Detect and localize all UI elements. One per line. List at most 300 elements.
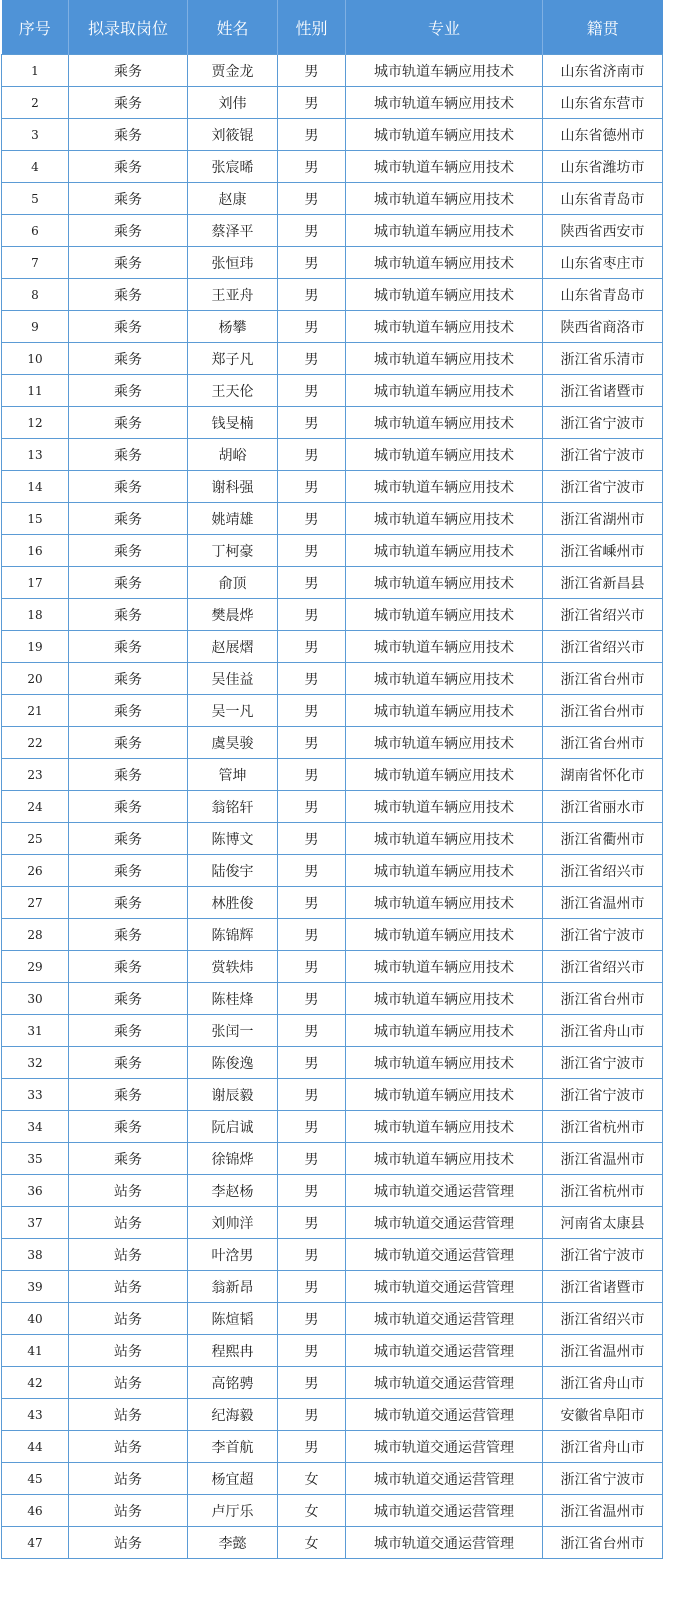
cell-gender: 男 xyxy=(278,439,346,471)
table-row xyxy=(2,759,663,791)
cell-name: 吴佳益 xyxy=(188,663,278,695)
cell-hometown: 浙江省绍兴市 xyxy=(543,599,663,631)
cell-position: 站务 xyxy=(69,1335,188,1367)
table-row xyxy=(2,1239,663,1271)
cell-hometown: 浙江省台州市 xyxy=(543,663,663,695)
cell-hometown: 浙江省绍兴市 xyxy=(543,855,663,887)
cell-serial: 12 xyxy=(2,407,69,439)
cell-position: 站务 xyxy=(69,1367,188,1399)
cell-hometown: 山东省枣庄市 xyxy=(543,247,663,279)
cell-serial: 47 xyxy=(2,1527,69,1559)
table-row xyxy=(2,1399,663,1431)
table-row xyxy=(2,311,663,343)
cell-serial: 33 xyxy=(2,1079,69,1111)
cell-position: 乘务 xyxy=(69,215,188,247)
cell-position: 乘务 xyxy=(69,983,188,1015)
cell-major: 城市轨道车辆应用技术 xyxy=(346,439,543,471)
cell-major: 城市轨道车辆应用技术 xyxy=(346,887,543,919)
cell-major: 城市轨道交通运营管理 xyxy=(346,1335,543,1367)
header-position: 拟录取岗位 xyxy=(69,0,188,55)
cell-position: 站务 xyxy=(69,1303,188,1335)
cell-gender: 男 xyxy=(278,151,346,183)
table-header xyxy=(2,0,663,55)
cell-gender: 男 xyxy=(278,1175,346,1207)
cell-serial: 38 xyxy=(2,1239,69,1271)
cell-name: 钱旻楠 xyxy=(188,407,278,439)
cell-hometown: 浙江省舟山市 xyxy=(543,1015,663,1047)
cell-name: 阮启诚 xyxy=(188,1111,278,1143)
header-row xyxy=(2,0,663,55)
cell-position: 乘务 xyxy=(69,759,188,791)
cell-name: 俞顶 xyxy=(188,567,278,599)
cell-serial: 3 xyxy=(2,119,69,151)
cell-gender: 男 xyxy=(278,727,346,759)
cell-position: 乘务 xyxy=(69,119,188,151)
cell-serial: 14 xyxy=(2,471,69,503)
cell-position: 站务 xyxy=(69,1399,188,1431)
cell-name: 徐锦烨 xyxy=(188,1143,278,1175)
cell-serial: 19 xyxy=(2,631,69,663)
table-row xyxy=(2,983,663,1015)
cell-hometown: 山东省青岛市 xyxy=(543,183,663,215)
cell-major: 城市轨道交通运营管理 xyxy=(346,1399,543,1431)
cell-gender: 男 xyxy=(278,503,346,535)
cell-major: 城市轨道车辆应用技术 xyxy=(346,695,543,727)
cell-serial: 16 xyxy=(2,535,69,567)
cell-serial: 31 xyxy=(2,1015,69,1047)
table-row xyxy=(2,855,663,887)
header-name: 姓名 xyxy=(188,0,278,55)
table-row xyxy=(2,791,663,823)
cell-position: 乘务 xyxy=(69,663,188,695)
cell-position: 站务 xyxy=(69,1495,188,1527)
cell-position: 站务 xyxy=(69,1175,188,1207)
cell-hometown: 浙江省宁波市 xyxy=(543,439,663,471)
cell-position: 乘务 xyxy=(69,855,188,887)
cell-hometown: 浙江省杭州市 xyxy=(543,1111,663,1143)
cell-serial: 15 xyxy=(2,503,69,535)
table-row xyxy=(2,1143,663,1175)
cell-position: 乘务 xyxy=(69,279,188,311)
cell-name: 陈煊韬 xyxy=(188,1303,278,1335)
cell-gender: 男 xyxy=(278,631,346,663)
cell-name: 虞昊骏 xyxy=(188,727,278,759)
cell-major: 城市轨道车辆应用技术 xyxy=(346,631,543,663)
cell-major: 城市轨道车辆应用技术 xyxy=(346,471,543,503)
cell-hometown: 浙江省台州市 xyxy=(543,727,663,759)
cell-gender: 男 xyxy=(278,1143,346,1175)
cell-hometown: 湖南省怀化市 xyxy=(543,759,663,791)
cell-gender: 男 xyxy=(278,1431,346,1463)
cell-name: 丁柯豪 xyxy=(188,535,278,567)
cell-serial: 8 xyxy=(2,279,69,311)
cell-hometown: 浙江省宁波市 xyxy=(543,1463,663,1495)
cell-gender: 男 xyxy=(278,1015,346,1047)
table-row xyxy=(2,407,663,439)
cell-name: 吴一凡 xyxy=(188,695,278,727)
cell-gender: 男 xyxy=(278,1399,346,1431)
cell-name: 卢厅乐 xyxy=(188,1495,278,1527)
cell-position: 乘务 xyxy=(69,695,188,727)
table-row xyxy=(2,727,663,759)
cell-gender: 男 xyxy=(278,599,346,631)
cell-serial: 39 xyxy=(2,1271,69,1303)
cell-gender: 男 xyxy=(278,343,346,375)
cell-serial: 23 xyxy=(2,759,69,791)
cell-gender: 男 xyxy=(278,535,346,567)
cell-hometown: 浙江省温州市 xyxy=(543,1143,663,1175)
cell-hometown: 浙江省杭州市 xyxy=(543,1175,663,1207)
cell-major: 城市轨道交通运营管理 xyxy=(346,1239,543,1271)
cell-major: 城市轨道车辆应用技术 xyxy=(346,375,543,407)
cell-hometown: 浙江省绍兴市 xyxy=(543,951,663,983)
cell-name: 李首航 xyxy=(188,1431,278,1463)
cell-hometown: 山东省德州市 xyxy=(543,119,663,151)
cell-major: 城市轨道车辆应用技术 xyxy=(346,279,543,311)
cell-name: 林胜俊 xyxy=(188,887,278,919)
cell-gender: 男 xyxy=(278,119,346,151)
cell-gender: 男 xyxy=(278,791,346,823)
cell-major: 城市轨道车辆应用技术 xyxy=(346,1111,543,1143)
cell-position: 乘务 xyxy=(69,535,188,567)
cell-gender: 男 xyxy=(278,55,346,87)
cell-name: 管坤 xyxy=(188,759,278,791)
cell-position: 站务 xyxy=(69,1463,188,1495)
cell-name: 张闰一 xyxy=(188,1015,278,1047)
cell-hometown: 山东省青岛市 xyxy=(543,279,663,311)
cell-name: 翁新昂 xyxy=(188,1271,278,1303)
cell-hometown: 浙江省绍兴市 xyxy=(543,631,663,663)
cell-hometown: 浙江省宁波市 xyxy=(543,407,663,439)
cell-serial: 28 xyxy=(2,919,69,951)
cell-hometown: 浙江省宁波市 xyxy=(543,471,663,503)
cell-name: 李赵杨 xyxy=(188,1175,278,1207)
cell-name: 杨攀 xyxy=(188,311,278,343)
cell-serial: 37 xyxy=(2,1207,69,1239)
cell-gender: 男 xyxy=(278,311,346,343)
cell-name: 陆俊宇 xyxy=(188,855,278,887)
cell-hometown: 陕西省商洛市 xyxy=(543,311,663,343)
cell-hometown: 浙江省乐清市 xyxy=(543,343,663,375)
cell-serial: 13 xyxy=(2,439,69,471)
table-row xyxy=(2,151,663,183)
table-row xyxy=(2,951,663,983)
cell-position: 乘务 xyxy=(69,951,188,983)
cell-serial: 6 xyxy=(2,215,69,247)
cell-major: 城市轨道交通运营管理 xyxy=(346,1431,543,1463)
cell-major: 城市轨道车辆应用技术 xyxy=(346,983,543,1015)
cell-position: 乘务 xyxy=(69,631,188,663)
cell-gender: 女 xyxy=(278,1463,346,1495)
cell-gender: 男 xyxy=(278,471,346,503)
table-row xyxy=(2,1175,663,1207)
cell-hometown: 陕西省西安市 xyxy=(543,215,663,247)
cell-major: 城市轨道车辆应用技术 xyxy=(346,215,543,247)
cell-position: 乘务 xyxy=(69,1015,188,1047)
cell-major: 城市轨道车辆应用技术 xyxy=(346,567,543,599)
cell-major: 城市轨道车辆应用技术 xyxy=(346,1047,543,1079)
cell-serial: 35 xyxy=(2,1143,69,1175)
header-major: 专业 xyxy=(346,0,543,55)
cell-gender: 女 xyxy=(278,1527,346,1559)
table-row xyxy=(2,343,663,375)
cell-position: 乘务 xyxy=(69,727,188,759)
cell-serial: 45 xyxy=(2,1463,69,1495)
cell-major: 城市轨道车辆应用技术 xyxy=(346,727,543,759)
cell-hometown: 浙江省舟山市 xyxy=(543,1367,663,1399)
table-row xyxy=(2,1207,663,1239)
cell-serial: 2 xyxy=(2,87,69,119)
table-row xyxy=(2,919,663,951)
table-row xyxy=(2,1463,663,1495)
cell-position: 乘务 xyxy=(69,439,188,471)
cell-hometown: 山东省东营市 xyxy=(543,87,663,119)
cell-name: 姚靖雄 xyxy=(188,503,278,535)
cell-position: 乘务 xyxy=(69,471,188,503)
cell-gender: 男 xyxy=(278,759,346,791)
cell-major: 城市轨道车辆应用技术 xyxy=(346,919,543,951)
cell-position: 乘务 xyxy=(69,55,188,87)
cell-position: 乘务 xyxy=(69,919,188,951)
cell-major: 城市轨道车辆应用技术 xyxy=(346,855,543,887)
cell-gender: 男 xyxy=(278,919,346,951)
cell-gender: 男 xyxy=(278,1303,346,1335)
cell-gender: 男 xyxy=(278,87,346,119)
cell-position: 站务 xyxy=(69,1527,188,1559)
cell-name: 陈博文 xyxy=(188,823,278,855)
cell-serial: 10 xyxy=(2,343,69,375)
table-row xyxy=(2,695,663,727)
cell-serial: 20 xyxy=(2,663,69,695)
cell-serial: 5 xyxy=(2,183,69,215)
cell-name: 赏轶炜 xyxy=(188,951,278,983)
cell-major: 城市轨道车辆应用技术 xyxy=(346,151,543,183)
cell-hometown: 浙江省台州市 xyxy=(543,983,663,1015)
cell-serial: 22 xyxy=(2,727,69,759)
cell-name: 谢科强 xyxy=(188,471,278,503)
cell-hometown: 山东省济南市 xyxy=(543,55,663,87)
table-row xyxy=(2,567,663,599)
cell-gender: 男 xyxy=(278,279,346,311)
cell-major: 城市轨道车辆应用技术 xyxy=(346,1079,543,1111)
cell-position: 乘务 xyxy=(69,1079,188,1111)
table-row xyxy=(2,1111,663,1143)
cell-hometown: 浙江省湖州市 xyxy=(543,503,663,535)
cell-serial: 32 xyxy=(2,1047,69,1079)
table-row xyxy=(2,471,663,503)
cell-major: 城市轨道车辆应用技术 xyxy=(346,823,543,855)
cell-name: 刘帅洋 xyxy=(188,1207,278,1239)
cell-hometown: 浙江省衢州市 xyxy=(543,823,663,855)
cell-serial: 11 xyxy=(2,375,69,407)
cell-serial: 41 xyxy=(2,1335,69,1367)
header-hometown: 籍贯 xyxy=(543,0,663,55)
cell-gender: 男 xyxy=(278,951,346,983)
cell-gender: 男 xyxy=(278,823,346,855)
cell-hometown: 浙江省新昌县 xyxy=(543,567,663,599)
table-row xyxy=(2,1047,663,1079)
table-row xyxy=(2,663,663,695)
table-row xyxy=(2,503,663,535)
cell-major: 城市轨道车辆应用技术 xyxy=(346,599,543,631)
cell-name: 翁铭轩 xyxy=(188,791,278,823)
cell-serial: 24 xyxy=(2,791,69,823)
cell-position: 站务 xyxy=(69,1207,188,1239)
cell-position: 乘务 xyxy=(69,1111,188,1143)
cell-position: 乘务 xyxy=(69,823,188,855)
cell-major: 城市轨道车辆应用技术 xyxy=(346,535,543,567)
cell-gender: 男 xyxy=(278,1207,346,1239)
cell-name: 张恒玮 xyxy=(188,247,278,279)
cell-name: 赵康 xyxy=(188,183,278,215)
cell-hometown: 浙江省丽水市 xyxy=(543,791,663,823)
cell-name: 李懿 xyxy=(188,1527,278,1559)
cell-major: 城市轨道交通运营管理 xyxy=(346,1527,543,1559)
table-row xyxy=(2,1271,663,1303)
cell-position: 乘务 xyxy=(69,183,188,215)
table-row xyxy=(2,55,663,87)
table-row xyxy=(2,247,663,279)
cell-hometown: 浙江省温州市 xyxy=(543,1335,663,1367)
table-row xyxy=(2,1527,663,1559)
table-row xyxy=(2,599,663,631)
cell-gender: 男 xyxy=(278,1047,346,1079)
cell-gender: 男 xyxy=(278,1335,346,1367)
table-row xyxy=(2,631,663,663)
cell-name: 谢辰毅 xyxy=(188,1079,278,1111)
cell-major: 城市轨道交通运营管理 xyxy=(346,1271,543,1303)
admission-table xyxy=(1,0,663,1559)
cell-serial: 34 xyxy=(2,1111,69,1143)
cell-hometown: 安徽省阜阳市 xyxy=(543,1399,663,1431)
table-row xyxy=(2,823,663,855)
cell-name: 樊晨烨 xyxy=(188,599,278,631)
cell-position: 站务 xyxy=(69,1239,188,1271)
table-row xyxy=(2,375,663,407)
cell-name: 郑子凡 xyxy=(188,343,278,375)
cell-position: 乘务 xyxy=(69,503,188,535)
cell-position: 站务 xyxy=(69,1271,188,1303)
cell-gender: 男 xyxy=(278,567,346,599)
table-row xyxy=(2,1495,663,1527)
table-row xyxy=(2,535,663,567)
cell-name: 高铭骋 xyxy=(188,1367,278,1399)
cell-position: 乘务 xyxy=(69,87,188,119)
cell-gender: 男 xyxy=(278,887,346,919)
cell-position: 乘务 xyxy=(69,1143,188,1175)
cell-position: 乘务 xyxy=(69,343,188,375)
table-row xyxy=(2,215,663,247)
cell-name: 叶浛男 xyxy=(188,1239,278,1271)
cell-hometown: 浙江省台州市 xyxy=(543,1527,663,1559)
cell-name: 陈桂烽 xyxy=(188,983,278,1015)
cell-position: 乘务 xyxy=(69,791,188,823)
cell-position: 乘务 xyxy=(69,567,188,599)
cell-major: 城市轨道交通运营管理 xyxy=(346,1367,543,1399)
cell-hometown: 浙江省温州市 xyxy=(543,1495,663,1527)
cell-position: 站务 xyxy=(69,1431,188,1463)
cell-hometown: 浙江省宁波市 xyxy=(543,1047,663,1079)
cell-name: 刘筱锟 xyxy=(188,119,278,151)
cell-serial: 30 xyxy=(2,983,69,1015)
cell-position: 乘务 xyxy=(69,247,188,279)
cell-major: 城市轨道车辆应用技术 xyxy=(346,1143,543,1175)
cell-hometown: 浙江省嵊州市 xyxy=(543,535,663,567)
cell-name: 程熙冉 xyxy=(188,1335,278,1367)
cell-name: 刘伟 xyxy=(188,87,278,119)
cell-serial: 4 xyxy=(2,151,69,183)
cell-position: 乘务 xyxy=(69,1047,188,1079)
cell-gender: 男 xyxy=(278,663,346,695)
cell-hometown: 浙江省宁波市 xyxy=(543,1079,663,1111)
cell-major: 城市轨道车辆应用技术 xyxy=(346,311,543,343)
cell-position: 乘务 xyxy=(69,151,188,183)
cell-serial: 43 xyxy=(2,1399,69,1431)
cell-position: 乘务 xyxy=(69,375,188,407)
cell-serial: 21 xyxy=(2,695,69,727)
cell-major: 城市轨道车辆应用技术 xyxy=(346,55,543,87)
cell-major: 城市轨道车辆应用技术 xyxy=(346,343,543,375)
cell-gender: 男 xyxy=(278,183,346,215)
cell-gender: 男 xyxy=(278,407,346,439)
cell-gender: 男 xyxy=(278,1079,346,1111)
cell-name: 杨宜超 xyxy=(188,1463,278,1495)
table-row xyxy=(2,183,663,215)
table-row xyxy=(2,119,663,151)
cell-serial: 46 xyxy=(2,1495,69,1527)
cell-gender: 男 xyxy=(278,375,346,407)
cell-major: 城市轨道车辆应用技术 xyxy=(346,407,543,439)
cell-name: 王亚舟 xyxy=(188,279,278,311)
cell-name: 王天伦 xyxy=(188,375,278,407)
cell-gender: 男 xyxy=(278,1271,346,1303)
cell-serial: 17 xyxy=(2,567,69,599)
header-serial: 序号 xyxy=(2,0,69,55)
table-row xyxy=(2,87,663,119)
table-row xyxy=(2,279,663,311)
cell-name: 陈俊逸 xyxy=(188,1047,278,1079)
cell-major: 城市轨道车辆应用技术 xyxy=(346,951,543,983)
table-row xyxy=(2,439,663,471)
cell-major: 城市轨道车辆应用技术 xyxy=(346,183,543,215)
cell-name: 纪海毅 xyxy=(188,1399,278,1431)
cell-serial: 25 xyxy=(2,823,69,855)
cell-gender: 女 xyxy=(278,1495,346,1527)
cell-major: 城市轨道交通运营管理 xyxy=(346,1495,543,1527)
cell-gender: 男 xyxy=(278,1367,346,1399)
cell-gender: 男 xyxy=(278,215,346,247)
table-row xyxy=(2,1015,663,1047)
table-row xyxy=(2,1079,663,1111)
cell-name: 贾金龙 xyxy=(188,55,278,87)
cell-major: 城市轨道车辆应用技术 xyxy=(346,663,543,695)
cell-position: 乘务 xyxy=(69,599,188,631)
cell-hometown: 浙江省绍兴市 xyxy=(543,1303,663,1335)
cell-serial: 36 xyxy=(2,1175,69,1207)
cell-gender: 男 xyxy=(278,247,346,279)
cell-hometown: 浙江省宁波市 xyxy=(543,919,663,951)
table-row xyxy=(2,1367,663,1399)
cell-name: 陈锦辉 xyxy=(188,919,278,951)
cell-gender: 男 xyxy=(278,1239,346,1271)
cell-hometown: 浙江省温州市 xyxy=(543,887,663,919)
cell-hometown: 浙江省诸暨市 xyxy=(543,375,663,407)
cell-major: 城市轨道车辆应用技术 xyxy=(346,87,543,119)
cell-major: 城市轨道交通运营管理 xyxy=(346,1175,543,1207)
cell-position: 乘务 xyxy=(69,311,188,343)
table-row xyxy=(2,1303,663,1335)
cell-hometown: 河南省太康县 xyxy=(543,1207,663,1239)
